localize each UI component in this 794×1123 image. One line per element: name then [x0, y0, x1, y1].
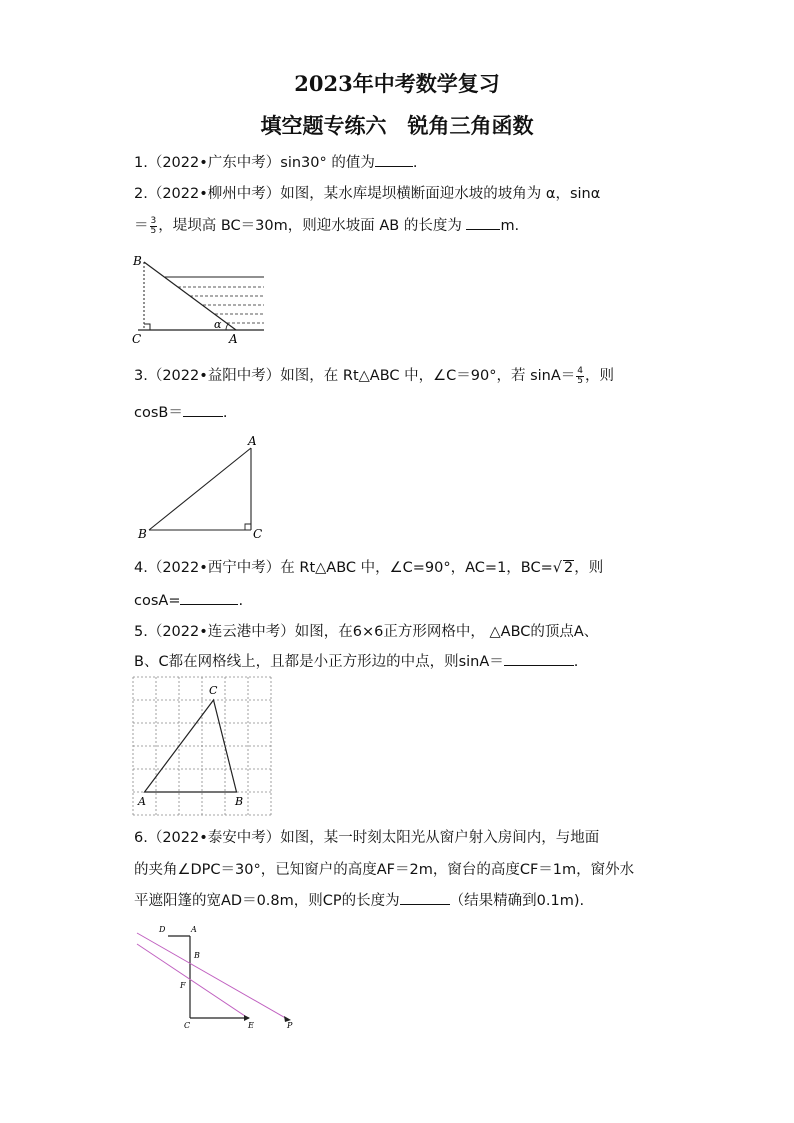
q4-sqrt-value: 2 — [564, 560, 574, 576]
q5-grid-lines — [133, 677, 271, 815]
q5-label-a: A — [138, 795, 146, 808]
q3-frac-num: 4 — [577, 365, 584, 376]
q2-end: m. — [500, 218, 520, 234]
q6-sun-ray-upper — [137, 933, 289, 1020]
q6-label-e: E — [248, 1021, 254, 1030]
question-1 — [134, 151, 417, 172]
q3-label-b: B — [138, 527, 147, 541]
q3-end-2: . — [222, 405, 228, 421]
q5-line-1: 5.（2022•连云港中考）如图，在6×6正方形网格中， △ABC的顶点A、 — [134, 624, 599, 640]
q6-window-diagram — [134, 918, 304, 1033]
q4-end-1: ，则 — [574, 560, 604, 576]
q3-side-ab — [149, 448, 251, 530]
q2-line-1: 2.（2022•柳州中考）如图，某水库堤坝横断面迎水坡的坡角为 α，sinα — [134, 186, 601, 202]
q2-dam-diagram — [128, 252, 273, 347]
q3-label-a: A — [248, 434, 257, 448]
q5-answer-blank — [504, 651, 574, 666]
q4-sqrt-sign: √ — [552, 560, 563, 576]
q3-text: 3.（2022•益阳中考）如图，在 Rt△ABC 中，∠C＝90°，若 sinA＝ — [134, 368, 576, 384]
q3-label-c: C — [253, 527, 263, 541]
q3-fraction — [576, 367, 584, 386]
q6-line-2: 的夹角∠DPC＝30°，已知窗户的高度AF＝2m，窗台的高度CF＝1m，窗外水 — [134, 862, 635, 878]
q6-label-d: D — [159, 925, 166, 934]
q6-line-1: 6.（2022•泰安中考）如图，某一时刻太阳光从窗户射入房间内，与地面 — [134, 830, 600, 846]
q3-end-1: ，则 — [585, 368, 615, 384]
q6-end: （结果精确到0.1m). — [449, 893, 585, 909]
q4-answer-blank — [180, 590, 238, 605]
q5-label-b: B — [235, 795, 244, 808]
q2-equals: ＝ — [134, 218, 149, 234]
q5-line-2 — [134, 650, 578, 671]
q3-line-2 — [134, 401, 227, 422]
q6-label-f: F — [180, 981, 186, 990]
q3-frac-den: 5 — [577, 375, 584, 386]
q1-end: . — [412, 155, 418, 171]
doc-subtitle: 填空题专练六 锐角三角函数 — [260, 113, 534, 138]
q5-end: . — [573, 654, 579, 670]
q6-answer-blank — [400, 890, 450, 905]
q6-label-p: P — [287, 1021, 293, 1030]
q3-line-1 — [134, 364, 614, 386]
q4-line-2 — [134, 590, 243, 609]
q5-label-c: C — [209, 684, 218, 697]
doc-title: 2023年中考数学复习 — [294, 71, 500, 96]
q4-line-1 — [134, 556, 603, 577]
q3-triangle-diagram — [136, 432, 271, 542]
q2-frac-den: 5 — [150, 225, 157, 236]
q4-end-2: . — [238, 593, 244, 609]
q6-line-3 — [134, 889, 584, 910]
q1-answer-blank — [375, 152, 413, 167]
q3-answer-blank — [183, 402, 223, 417]
q2-label-alpha: α — [214, 318, 222, 331]
q4-text: 4.（2022•西宁中考）在 Rt△ABC 中，∠C=90°，AC=1，BC= — [134, 560, 553, 576]
q4-cosa: cosA= — [134, 593, 181, 609]
q2-frac-num: 3 — [150, 215, 157, 226]
q5-grid-diagram — [133, 677, 273, 817]
q2-label-b: B — [133, 254, 142, 268]
q2-fraction — [150, 217, 158, 236]
q3-right-angle — [245, 524, 251, 530]
q5-text: B、C都在网格线上，且都是小正方形边的中点，则sinA＝ — [134, 654, 504, 670]
q2-text: ，堤坝高 BC＝30m，则迎水坡面 AB 的长度为 — [158, 218, 467, 234]
q6-label-a: A — [191, 925, 197, 934]
q2-angle-arc — [226, 324, 228, 330]
q6-label-c: C — [184, 1021, 191, 1030]
q6-label-b: B — [194, 951, 200, 960]
q2-answer-blank — [466, 215, 500, 230]
q2-line-2 — [134, 214, 519, 236]
q1-text: 1.（2022•广东中考）sin30° 的值为 — [134, 155, 375, 171]
q2-label-a: A — [229, 332, 238, 346]
q3-cosb: cosB＝ — [134, 405, 183, 421]
q2-right-angle — [144, 324, 150, 330]
q2-label-c: C — [132, 332, 142, 346]
q6-text: 平遮阳篷的宽AD＝0.8m，则CP的长度为 — [134, 893, 400, 909]
q6-sun-ray-lower — [137, 944, 248, 1018]
